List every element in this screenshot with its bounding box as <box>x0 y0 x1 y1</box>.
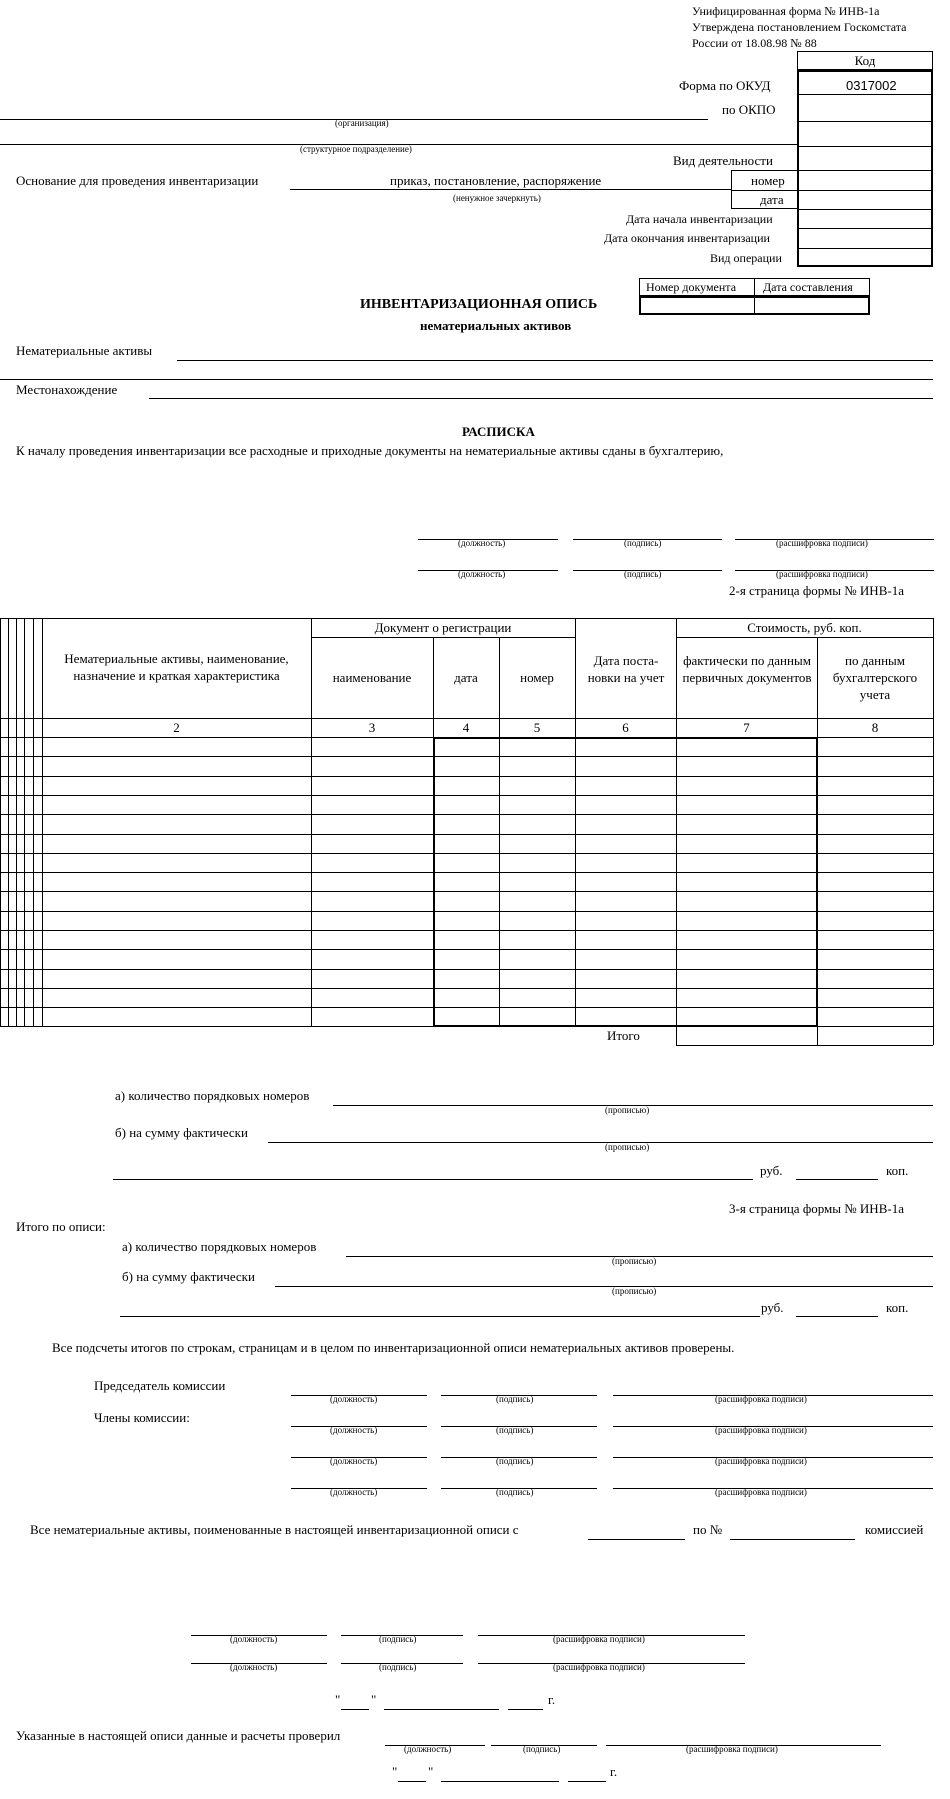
group-doc-header: Документ о регистрации <box>374 620 512 635</box>
commission-signature-caption: (подпись) <box>496 1487 534 1497</box>
basis-line[interactable] <box>290 189 731 190</box>
okpo-label: по ОКПО <box>722 102 776 117</box>
col-actual-header: фактически по данным первичных документов <box>682 653 812 685</box>
date2-year-label: г. <box>610 1764 618 1779</box>
commission-position-caption: (должность) <box>330 1425 378 1435</box>
codes-column <box>797 70 933 267</box>
col-num-2: 2 <box>173 720 180 735</box>
p2-kop-line[interactable] <box>796 1179 878 1180</box>
p2-count-caption: (прописью) <box>605 1105 650 1115</box>
page-subtitle: нематериальных активов <box>420 318 572 333</box>
p3-count-caption: (прописью) <box>612 1256 657 1266</box>
checked-signature-caption: (подпись) <box>523 1744 561 1754</box>
commission-signature-caption: (подпись) <box>496 1394 534 1404</box>
p3-total-label: Итого по описи: <box>16 1219 106 1234</box>
operation-label: Вид операции <box>710 251 782 265</box>
start-date-label: Дата начала инвентаризации <box>626 212 773 226</box>
date1-quote-close: " <box>371 1692 377 1707</box>
assets-from-line[interactable] <box>588 1539 685 1540</box>
table-highlight-box <box>433 737 818 1027</box>
doc-number-header: Номер документа <box>646 280 737 294</box>
p2-sum-line[interactable] <box>268 1142 933 1143</box>
receipt-position-caption-1: (должность) <box>458 538 506 548</box>
commission-decode-caption: (расшифровка подписи) <box>715 1394 807 1404</box>
p2-count-label: а) количество порядковых номеров <box>115 1088 310 1103</box>
checked-position-caption: (должность) <box>404 1744 452 1754</box>
form-line-2: Утверждена постановлением Госкомстата <box>692 20 907 34</box>
date2-year-line[interactable] <box>568 1781 606 1782</box>
col-book-header: по данным бухгалтерского учета <box>832 653 918 702</box>
col-num-3: 3 <box>368 720 376 735</box>
date2-day-line[interactable] <box>398 1781 426 1782</box>
receipt-signature-caption-2: (подпись) <box>624 569 662 579</box>
date-label: дата <box>760 192 784 207</box>
department-caption: (структурное подразделение) <box>300 144 412 154</box>
col-doc-number-header: номер <box>520 670 554 685</box>
commission-position-caption: (должность) <box>330 1394 378 1404</box>
form-line-3: России от 18.08.98 № 88 <box>692 36 817 50</box>
final-position-caption-2: (должность) <box>230 1662 278 1672</box>
checked-text: Все подсчеты итогов по строкам, страницам и в целом по инвентаризационной описи нематериальных активов проверены. <box>52 1340 735 1355</box>
page3-label: 3-я страница формы № ИНВ-1а <box>729 1201 904 1216</box>
col-reg-date-header: Дата поста-новки на учет <box>587 653 665 685</box>
checked-by-label: Указанные в настоящей описи данные и расчеты проверил <box>16 1728 341 1743</box>
date2-quote-open: " <box>392 1764 398 1779</box>
activity-label: Вид деятельности <box>673 153 773 168</box>
p3-sum-line[interactable] <box>275 1286 933 1287</box>
basis-options: приказ, постановление, распоряжение <box>390 173 602 188</box>
po-num-label: по № <box>693 1522 723 1537</box>
basis-label: Основание для проведения инвентаризации <box>16 173 259 188</box>
strike-caption: (ненужное зачеркнуть) <box>453 193 541 203</box>
chairman-label: Председатель комиссии <box>94 1378 226 1393</box>
doc-table-values[interactable] <box>639 296 870 315</box>
receipt-decode-caption-1: (расшифровка подписи) <box>776 538 868 548</box>
p3-sum-caption: (прописью) <box>612 1286 657 1296</box>
final-signature-caption-2: (подпись) <box>379 1662 417 1672</box>
final-decode-caption-1: (расшифровка подписи) <box>553 1634 645 1644</box>
checked-decode-caption: (расшифровка подписи) <box>686 1744 778 1754</box>
date1-day-line[interactable] <box>341 1709 369 1710</box>
commission-signature-caption: (подпись) <box>496 1456 534 1466</box>
number-label: номер <box>751 173 785 188</box>
col-num-8: 8 <box>871 720 879 735</box>
final-decode-caption-2: (расшифровка подписи) <box>553 1662 645 1672</box>
commission-signature-caption: (подпись) <box>496 1425 534 1435</box>
commission-position-caption: (должность) <box>330 1456 378 1466</box>
date1-year-line[interactable] <box>508 1709 543 1710</box>
p3-count-label: а) количество порядковых номеров <box>122 1239 317 1254</box>
commission-decode-caption: (расшифровка подписи) <box>715 1487 807 1497</box>
group-cost-header: Стоимость, руб. коп. <box>747 620 862 635</box>
p2-sum-label: б) на сумму фактически <box>115 1125 248 1140</box>
p3-sum-label: б) на сумму фактически <box>122 1269 255 1284</box>
receipt-signature-caption-1: (подпись) <box>624 538 662 548</box>
doc-date-header: Дата составления <box>763 280 853 294</box>
p2-sum-caption: (прописью) <box>605 1142 650 1152</box>
members-label: Члены комиссии: <box>94 1410 190 1425</box>
p3-kop-line[interactable] <box>796 1316 878 1317</box>
form-approval-block <box>692 3 906 51</box>
assets-to-line[interactable] <box>730 1539 855 1540</box>
location-line[interactable] <box>149 398 933 399</box>
organization-caption: (организация) <box>335 118 389 128</box>
page-title: ИНВЕНТАРИЗАЦИОННАЯ ОПИСЬ <box>360 297 598 312</box>
intangible-line[interactable] <box>177 360 933 361</box>
assets-text: Все нематериальные активы, поименованные в настоящей инвентаризационной описи с <box>30 1522 519 1537</box>
p2-kop-label: коп. <box>886 1163 909 1178</box>
code-header-cell <box>797 51 933 70</box>
receipt-position-caption-2: (должность) <box>458 569 506 579</box>
commission-decode-caption: (расшифровка подписи) <box>715 1425 807 1435</box>
commission-label: комиссией <box>865 1522 924 1537</box>
page2-label: 2-я страница формы № ИНВ-1а <box>729 583 904 598</box>
commission-position-caption: (должность) <box>330 1487 378 1497</box>
col-doc-name-header: наименование <box>332 670 412 685</box>
code-label: Код <box>854 53 876 68</box>
final-signature-caption-1: (подпись) <box>379 1634 417 1644</box>
okud-code-value[interactable]: 0317002 <box>846 78 897 93</box>
final-position-caption-1: (должность) <box>230 1634 278 1644</box>
date1-month-line[interactable] <box>384 1709 499 1710</box>
date1-year-label: г. <box>548 1692 556 1707</box>
intangible-label: Нематериальные активы <box>16 343 153 358</box>
location-label: Местонахождение <box>16 382 118 397</box>
p2-rub-label: руб. <box>760 1163 783 1178</box>
p3-rub-label: руб. <box>761 1300 784 1315</box>
date2-month-line[interactable] <box>441 1781 559 1782</box>
total-label: Итого <box>607 1028 640 1043</box>
date1-quote-open: " <box>335 1692 341 1707</box>
col-num-7: 7 <box>743 720 750 735</box>
end-date-label: Дата окончания инвентаризации <box>604 231 770 245</box>
col-name-header: Нематериальные активы, наименование, назначение и краткая характеристика <box>64 651 289 683</box>
receipt-text: К началу проведения инвентаризации все расходные и приходные документы на нематериальные активы сданы в бухгалтерию, <box>16 443 724 458</box>
receipt-title: РАСПИСКА <box>462 424 535 439</box>
col-doc-date-header: дата <box>454 670 478 685</box>
col-num-5: 5 <box>533 720 541 735</box>
date2-quote-close: " <box>428 1764 434 1779</box>
col-num-6: 6 <box>622 720 629 735</box>
form-line-1: Унифицированная форма № ИНВ-1а <box>692 4 880 18</box>
commission-decode-caption: (расшифровка подписи) <box>715 1456 807 1466</box>
receipt-decode-caption-2: (расшифровка подписи) <box>776 569 868 579</box>
okud-label: Форма по ОКУД <box>679 78 771 93</box>
p3-kop-label: коп. <box>886 1300 909 1315</box>
col-num-4: 4 <box>462 720 470 735</box>
